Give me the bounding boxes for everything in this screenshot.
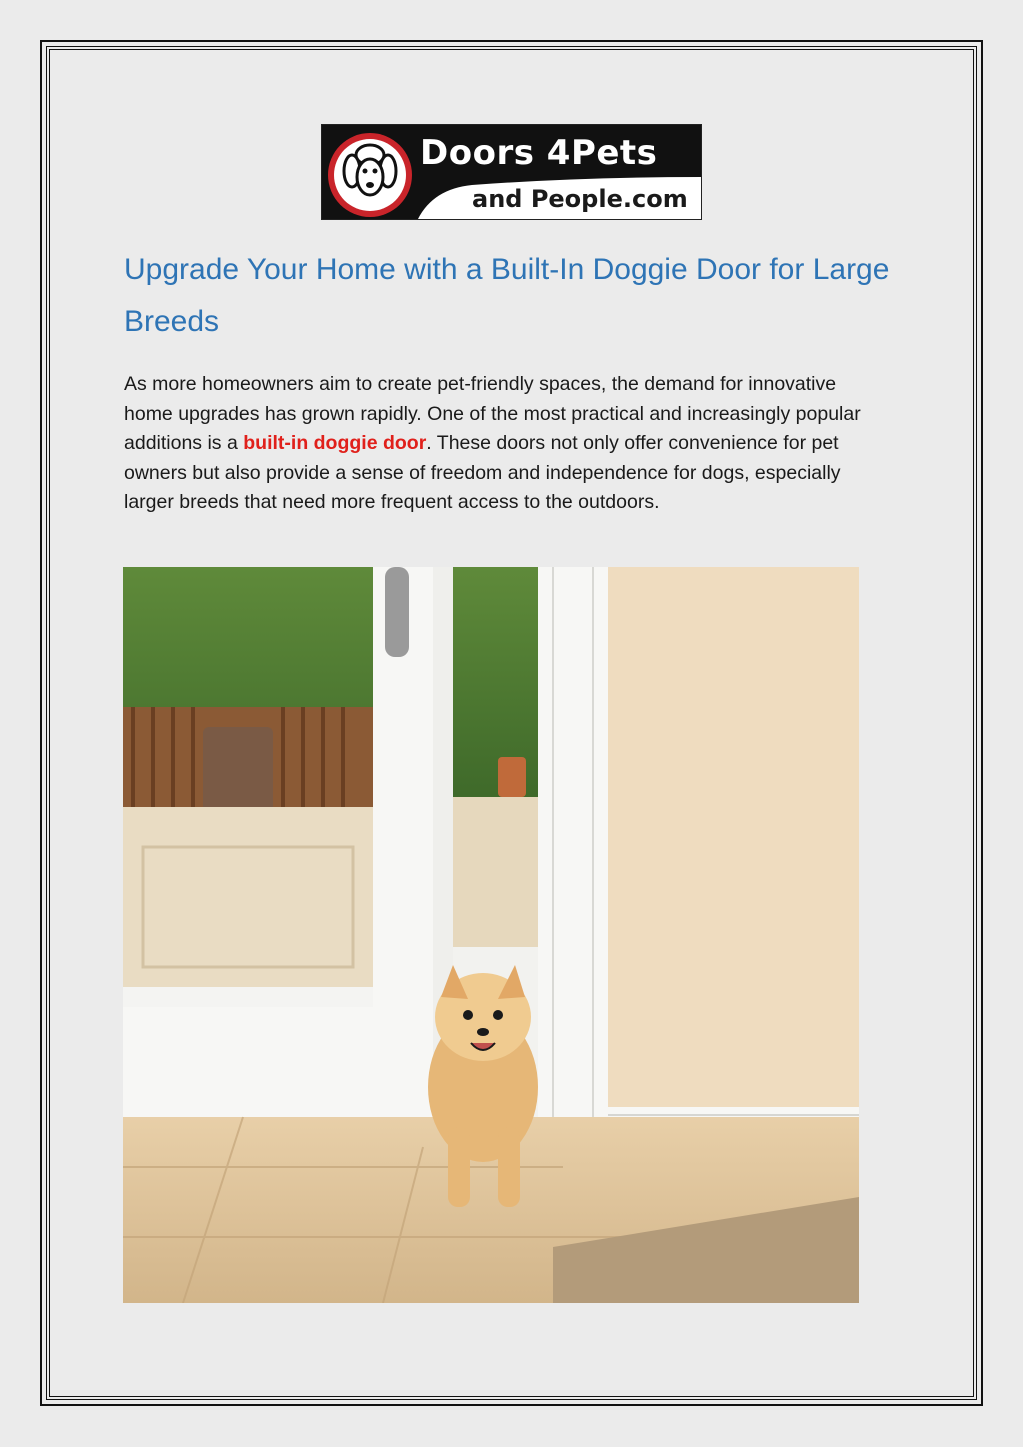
paragraph-text-before: As more homeowners aim to create pet-friendly spaces, the demand for innovative home upgrades has grown rapidly. One of the most practical and increasingly popular additions is a: [124, 373, 861, 454]
paragraph-text-after: . These doors not only offer convenience for pet owners but also provide a sense of freedom and independence for dogs, especially larger breeds that need more frequent access to the outdoors.: [124, 432, 841, 513]
dog-door-photo: [123, 567, 859, 1303]
doors4pets-logo: [321, 124, 702, 220]
photo-illustration: [123, 567, 859, 1303]
built-in-doggie-door-link[interactable]: built-in doggie door: [243, 432, 427, 454]
logo-line-2: and People.com: [472, 185, 688, 213]
logo-line-1: Doors 4Pets: [420, 133, 658, 173]
article-paragraph: [124, 370, 884, 518]
article-title: Upgrade Your Home with a Built-In Doggie Door for Large Breeds: [124, 253, 890, 338]
